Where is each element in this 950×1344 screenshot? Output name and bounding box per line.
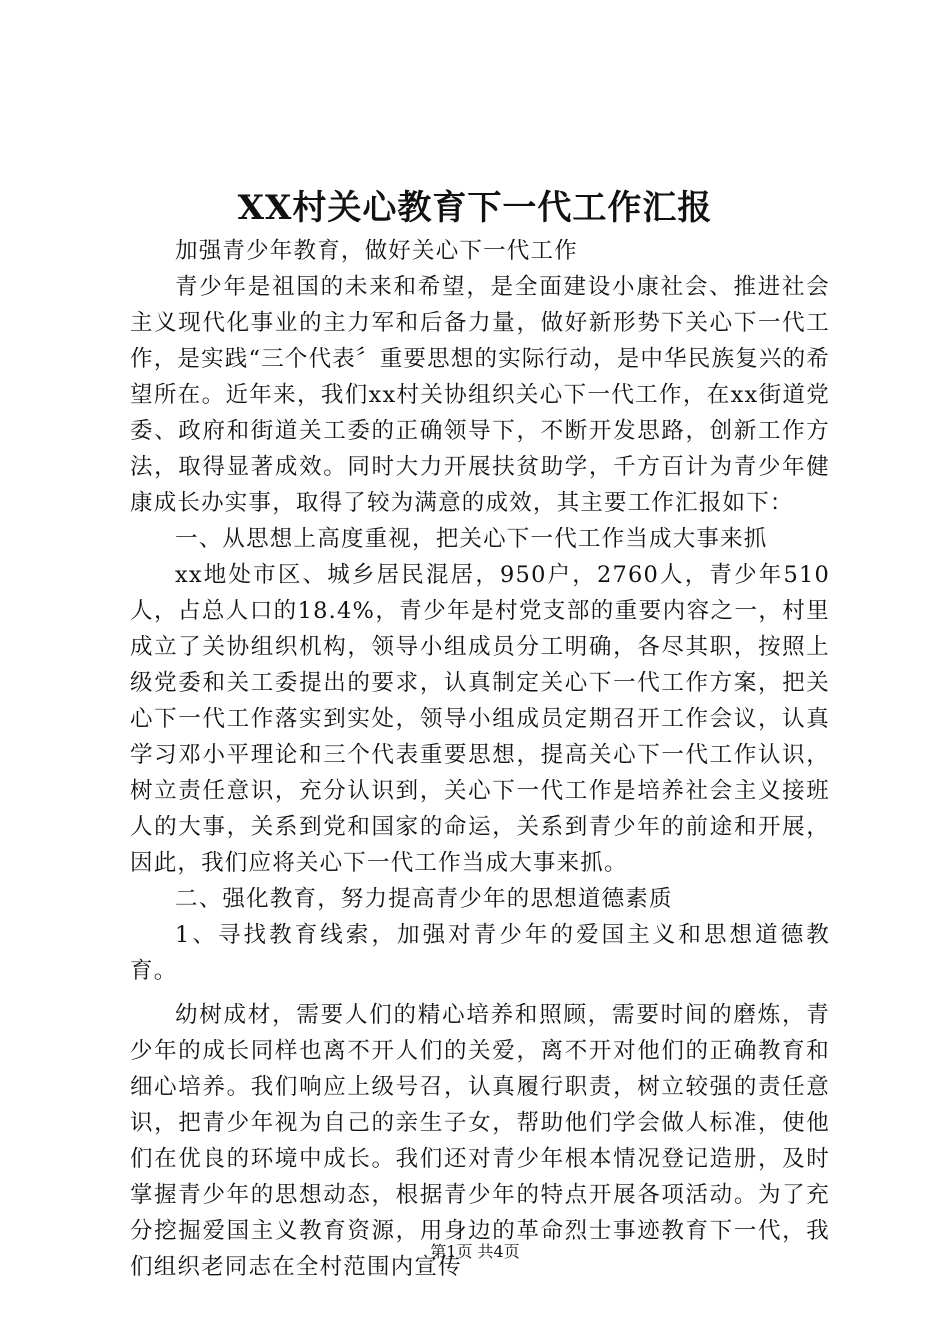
paragraph-section-2: 幼树成材，需要人们的精心培养和照顾，需要时间的磨炼，青少年的成长同样也离不开人们的关爱，离不开对他们的正确教育和细心培养。我们响应上级号召，认真履行职责，树立较强的责任意识，把青少年视为自己的亲生子女，帮助他们学会做人标准，使他们在优良的环境中成长。我们还对青少年根本情况登记造册，及时掌握青少年的思想动态，根据青少年的特点开展各项活动。为了充分挖掘爱国主义教育资源，用身边的革命烈士事迹教育下一代，我们组织老同志在全村范围内宣传 <box>130 1002 830 1280</box>
paragraph-section-1: xx地处市区、城乡居民混居，950户，2760人，青少年510人，占总人口的18.4%，青少年是村党支部的重要内容之一，村里成立了关协组织机构，领导小组成员分工明确，各尽其职，按照上级党委和关工委提出的要求，认真制定关心下一代工作方案，把关心下一代工作落实到实处，领导小组成员定期召开工作会议，认真学习邓小平理论和三个代表重要思想，提高关心下一代工作认识，树立责任意识，充分认识到，关心下一代工作是培养社会主义接班人的大事，关系到党和国家的命运，关系到青少年的前途和开展，因此，我们应将关心下一代工作当成大事来抓。 <box>130 562 830 876</box>
section-heading-2: 二、强化教育，努力提高青少年的思想道德素质 <box>175 886 673 912</box>
document-title: XX村关心教育下一代工作汇报 <box>237 188 713 228</box>
section-heading-1: 一、从思想上高度重视，把关心下一代工作当成大事来抓 <box>175 526 768 552</box>
document-body <box>130 233 830 1285</box>
subsection-heading-1: 1、寻找教育线索，加强对青少年的爱国主义和思想道德教育。 <box>130 922 830 984</box>
page-footer: 第1页 共4页 <box>430 1242 520 1261</box>
paragraph-subtitle: 加强青少年教育，做好关心下一代工作 <box>175 238 578 264</box>
paragraph-intro: 青少年是祖国的未来和希望，是全面建设小康社会、推进社会主义现代化事业的主力军和后备力量，做好新形势下关心下一代工作，是实践“三个代表〞重要思想的实际行动，是中华民族复兴的希望所在。近年来，我们xx村关协组织关心下一代工作，在xx街道党委、政府和街道关工委的正确领导下，不断开发思路，创新工作方法，取得显著成效。同时大力开展扶贫助学，千方百计为青少年健康成长办实事，取得了较为满意的成效，其主要工作汇报如下： <box>130 274 831 516</box>
